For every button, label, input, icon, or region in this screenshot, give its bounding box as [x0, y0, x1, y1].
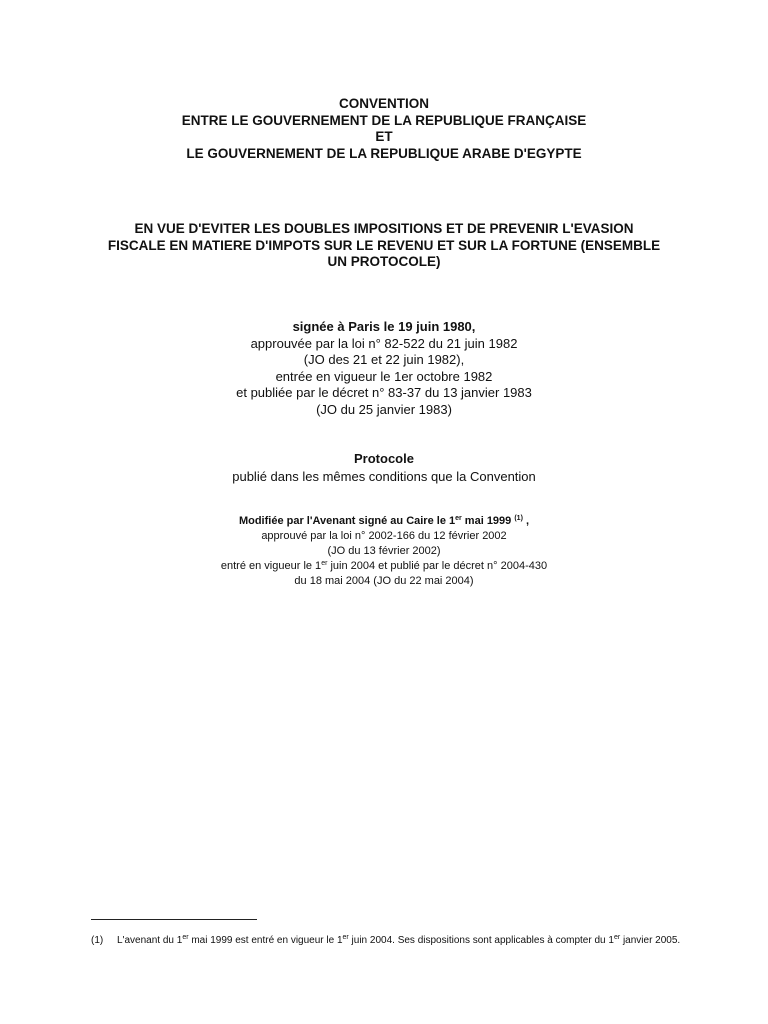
published-by-decree: et publiée par le décret n° 83-37 du 13 janvier 1983: [236, 385, 532, 400]
convention-subject: [0, 221, 768, 271]
protocol-section: [0, 450, 768, 486]
approved-by-law: approuvée par la loi n° 82-522 du 21 juin 1982: [250, 335, 518, 351]
subject-line-1: EN VUE D'EVITER LES DOUBLES IMPOSITIONS ET DE PREVENIR L'EVASION: [134, 221, 634, 236]
subject-line-2: FISCALE EN MATIERE D'IMPOTS SUR LE REVENU ET SUR LA FORTUNE (ENSEMBLE: [107, 237, 661, 253]
journal-officiel-2: (JO du 25 janvier 1983): [316, 401, 452, 417]
footnote-text: L'avenant du 1er mai 1999 est entré en vigueur le 1er juin 2004. Ses dispositions sont applicables à compter du 1er janvier 2005.: [117, 934, 681, 946]
amendment-line-5: du 18 mai 2004 (JO du 22 mai 2004): [294, 575, 474, 587]
signed-date: signée à Paris le 19 juin 1980,: [292, 319, 476, 334]
footnote-separator: [91, 919, 257, 920]
entry-into-force: entrée en vigueur le 1er octobre 1982: [275, 368, 493, 384]
journal-officiel-1: (JO des 21 et 22 juin 1982),: [303, 352, 465, 367]
title-line-2: ENTRE LE GOUVERNEMENT DE LA REPUBLIQUE FRANÇAISE: [181, 112, 587, 128]
convention-title: [0, 96, 768, 162]
amendment-section: [0, 514, 768, 589]
amendment-line-2: approuvé par la loi n° 2002-166 du 12 février 2002: [261, 530, 507, 542]
title-line-3: ET: [375, 129, 393, 144]
footnote-number: (1): [91, 935, 104, 946]
amendment-line-3: (JO du 13 février 2002): [327, 545, 441, 557]
title-line-1: CONVENTION: [338, 96, 429, 111]
footnote-ref: (1): [514, 515, 523, 522]
footnote: [91, 934, 691, 947]
protocol-heading: Protocole: [354, 451, 414, 466]
amendment-line-1: Modifiée par l'Avenant signé au Caire le 1er mai 1999 $^{(1)}$ ,: [238, 515, 530, 527]
signature-details: [0, 319, 768, 418]
protocol-text: publié dans les mêmes conditions que la Convention: [232, 469, 536, 484]
title-line-4: LE GOUVERNEMENT DE LA REPUBLIQUE ARABE D'EGYPTE: [186, 145, 582, 161]
subject-line-3: UN PROTOCOLE): [327, 254, 441, 269]
amendment-line-4: entré en vigueur le 1er juin 2004 et publié par le décret n° 2004-430: [220, 560, 548, 572]
